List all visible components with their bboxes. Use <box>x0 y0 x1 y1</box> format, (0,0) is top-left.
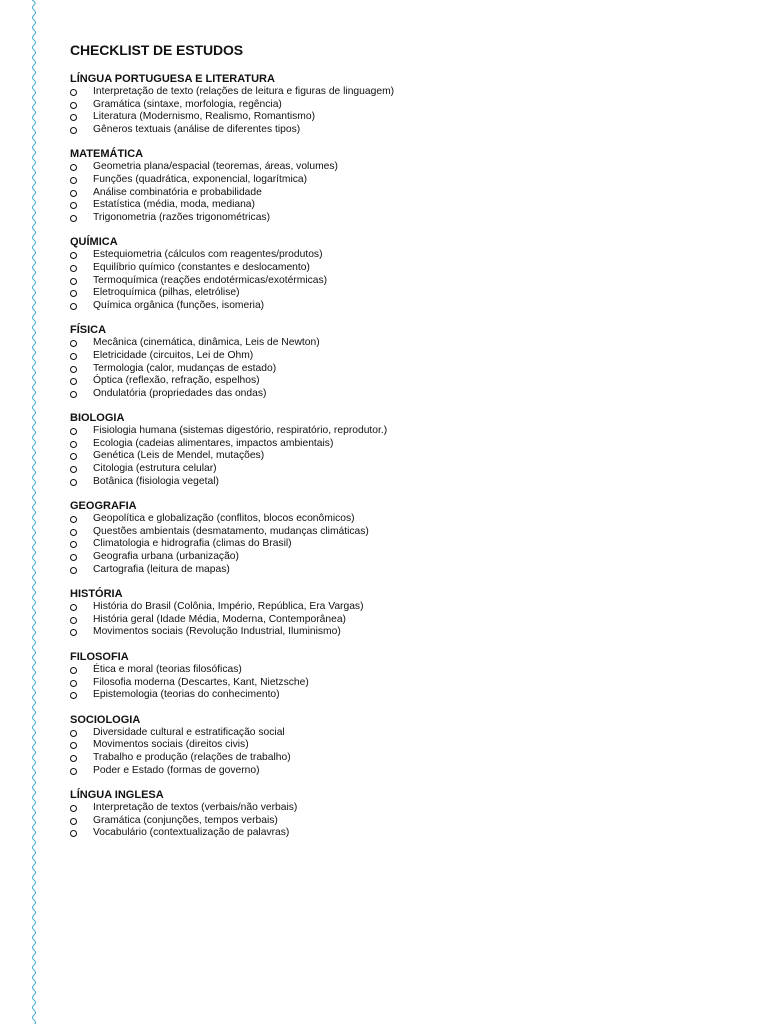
checklist-item-text: Análise combinatória e probabilidade <box>93 186 262 198</box>
circle-bullet-icon <box>70 366 77 373</box>
checklist-item-text: Óptica (reflexão, refração, espelhos) <box>93 375 260 387</box>
checklist-item <box>70 287 750 300</box>
checklist-item-text: Funções (quadrática, exponencial, logarítmica) <box>93 173 308 185</box>
circle-bullet-icon <box>70 428 77 435</box>
circle-bullet-icon <box>70 516 77 523</box>
checklist-item-text: Filosofia moderna (Descartes, Kant, Nietzsche) <box>93 676 309 688</box>
circle-bullet-icon <box>70 742 77 749</box>
circle-bullet-icon <box>70 290 77 297</box>
checklist-item <box>70 86 750 99</box>
circle-bullet-icon <box>70 190 77 197</box>
checklist-item <box>70 99 750 112</box>
section-heading: QUÍMICA <box>70 236 118 249</box>
checklist-item-text: Diversidade cultural e estratificação social <box>93 726 285 738</box>
checklist-items <box>70 664 750 702</box>
checklist-item-text: Epistemologia (teorias do conhecimento) <box>93 689 280 701</box>
checklist-items <box>70 727 750 777</box>
checklist-item <box>70 249 750 262</box>
circle-bullet-icon <box>70 340 77 347</box>
section-heading: SOCIOLOGIA <box>70 713 141 726</box>
checklist-item <box>70 739 750 752</box>
checklist-item <box>70 626 750 639</box>
checklist-item-text: Gêneros textuais (análise de diferentes tipos) <box>93 123 301 135</box>
checklist-item-text: Fisiologia humana (sistemas digestório, respiratório, reprodutor.) <box>93 425 388 437</box>
circle-bullet-icon <box>70 278 77 285</box>
checklist-item-text: Gramática (conjunções, tempos verbais) <box>93 814 278 826</box>
circle-bullet-icon <box>70 202 77 209</box>
circle-bullet-icon <box>70 265 77 272</box>
sections-container <box>70 73 750 840</box>
circle-bullet-icon <box>70 252 77 259</box>
checklist-item-text: Mecânica (cinemática, dinâmica, Leis de Newton) <box>93 337 320 349</box>
section <box>70 148 750 224</box>
checklist-item-text: Ondulatória (propriedades das ondas) <box>93 387 267 399</box>
checklist-item <box>70 802 750 815</box>
checklist-item <box>70 363 750 376</box>
circle-bullet-icon <box>70 629 77 636</box>
circle-bullet-icon <box>70 755 77 762</box>
checklist-item-text: Interpretação de texto (relações de leitura e figuras de linguagem) <box>93 86 395 97</box>
circle-bullet-icon <box>70 604 77 611</box>
circle-bullet-icon <box>70 164 77 171</box>
checklist-items <box>70 802 750 840</box>
circle-bullet-icon <box>70 391 77 398</box>
checklist-items <box>70 513 750 576</box>
checklist-item <box>70 300 750 313</box>
circle-bullet-icon <box>70 830 77 837</box>
circle-bullet-icon <box>70 554 77 561</box>
checklist-item-text: Literatura (Modernismo, Realismo, Romantismo) <box>93 111 316 123</box>
checklist-item-text: Vocabulário (contextualização de palavras) <box>93 827 290 839</box>
checklist-item <box>70 815 750 828</box>
checklist-item <box>70 538 750 551</box>
section-heading: LÍNGUA PORTUGUESA E LITERATURA <box>70 73 275 85</box>
checklist-item-text: Climatologia e hidrografia (climas do Brasil) <box>93 538 292 550</box>
checklist-item-text: Poder e Estado (formas de governo) <box>93 764 260 776</box>
checklist-item <box>70 161 750 174</box>
checklist-item <box>70 375 750 388</box>
checklist-item <box>70 450 750 463</box>
checklist-item-text: Química orgânica (funções, isomeria) <box>93 299 265 311</box>
checklist-item-text: Geografia urbana (urbanização) <box>93 551 239 563</box>
checklist-item <box>70 513 750 526</box>
circle-bullet-icon <box>70 127 77 134</box>
section <box>70 236 750 312</box>
circle-bullet-icon <box>70 529 77 536</box>
checklist-item-text: Genética (Leis de Mendel, mutações) <box>93 450 265 462</box>
checklist-item <box>70 526 750 539</box>
section-heading: FÍSICA <box>70 324 107 337</box>
circle-bullet-icon <box>70 818 77 825</box>
circle-bullet-icon <box>70 453 77 460</box>
checklist-item-text: Trigonometria (razões trigonométricas) <box>93 211 271 223</box>
checklist-item <box>70 124 750 137</box>
circle-bullet-icon <box>70 667 77 674</box>
checklist-item-text: Ética e moral (teorias filosóficas) <box>93 664 242 675</box>
circle-bullet-icon <box>70 102 77 109</box>
checklist-item-text: Cartografia (leitura de mapas) <box>93 563 230 575</box>
checklist-items <box>70 161 750 224</box>
section <box>70 324 750 400</box>
section <box>70 500 750 576</box>
checklist-item <box>70 564 750 577</box>
section-heading: BIOLOGIA <box>70 412 125 425</box>
checklist-item-text: Estatística (média, moda, mediana) <box>93 199 255 211</box>
checklist-item <box>70 752 750 765</box>
checklist-item <box>70 463 750 476</box>
checklist-item <box>70 827 750 840</box>
checklist-item-text: História do Brasil (Colônia, Império, República, Era Vargas) <box>93 601 364 613</box>
checklist-item-text: Ecologia (cadeias alimentares, impactos ambientais) <box>93 437 334 449</box>
section <box>70 789 750 840</box>
checklist-item <box>70 664 750 677</box>
circle-bullet-icon <box>70 567 77 574</box>
section <box>70 412 750 488</box>
circle-bullet-icon <box>70 378 77 385</box>
page-title: CHECKLIST DE ESTUDOS <box>70 42 244 58</box>
section <box>70 73 750 136</box>
circle-bullet-icon <box>70 805 77 812</box>
checklist-item <box>70 187 750 200</box>
section-heading: LÍNGUA INGLESA <box>70 789 164 802</box>
circle-bullet-icon <box>70 541 77 548</box>
checklist-item-text: Movimentos sociais (direitos civis) <box>93 739 249 751</box>
checklist-item-text: Eletroquímica (pilhas, eletrólise) <box>93 287 240 299</box>
section <box>70 714 750 777</box>
circle-bullet-icon <box>70 466 77 473</box>
circle-bullet-icon <box>70 89 77 96</box>
section-heading: MATEMÁTICA <box>70 148 144 161</box>
circle-bullet-icon <box>70 730 77 737</box>
checklist-item-text: Citologia (estrutura celular) <box>93 463 217 475</box>
section-heading: FILOSOFIA <box>70 651 129 663</box>
checklist-item <box>70 765 750 778</box>
checklist-item-text: Geopolítica e globalização (conflitos, blocos econômicos) <box>93 513 355 525</box>
circle-bullet-icon <box>70 441 77 448</box>
checklist-item-text: Gramática (sintaxe, morfologia, regência) <box>93 98 282 110</box>
checklist-item <box>70 275 750 288</box>
checklist-item <box>70 388 750 401</box>
checklist-item <box>70 350 750 363</box>
circle-bullet-icon <box>70 353 77 360</box>
checklist-item-text: Movimentos sociais (Revolução Industrial, Iluminismo) <box>93 626 341 638</box>
checklist-item <box>70 111 750 124</box>
section <box>70 651 750 702</box>
checklist-item-text: História geral (Idade Média, Moderna, Contemporânea) <box>93 613 346 625</box>
checklist-item <box>70 438 750 451</box>
checklist-item <box>70 476 750 489</box>
checklist-item <box>70 551 750 564</box>
checklist-item <box>70 727 750 740</box>
circle-bullet-icon <box>70 768 77 775</box>
checklist-item-text: Estequiometria (cálculos com reagentes/produtos) <box>93 249 323 261</box>
checklist-item <box>70 614 750 627</box>
checklist-item <box>70 262 750 275</box>
section <box>70 588 750 639</box>
checklist-item-text: Termoquímica (reações endotérmicas/exotérmicas) <box>93 274 328 286</box>
checklist-item <box>70 425 750 438</box>
checklist-item-text: Trabalho e produção (relações de trabalho) <box>93 751 291 763</box>
circle-bullet-icon <box>70 303 77 310</box>
circle-bullet-icon <box>70 215 77 222</box>
checklist-item <box>70 174 750 187</box>
checklist-item-text: Interpretação de textos (verbais/não verbais) <box>93 802 298 814</box>
checklist-item <box>70 212 750 225</box>
checklist-items <box>70 425 750 488</box>
checklist-item-text: Termologia (calor, mudanças de estado) <box>93 362 277 374</box>
checklist-items <box>70 337 750 400</box>
section-heading: GEOGRAFIA <box>70 500 137 513</box>
checklist-item <box>70 601 750 614</box>
checklist-item-text: Geometria plana/espacial (teoremas, áreas, volumes) <box>93 161 338 173</box>
circle-bullet-icon <box>70 177 77 184</box>
checklist-item <box>70 337 750 350</box>
circle-bullet-icon <box>70 617 77 624</box>
circle-bullet-icon <box>70 479 77 486</box>
checklist-item-text: Botânica (fisiologia vegetal) <box>93 475 219 487</box>
checklist-items <box>70 249 750 312</box>
circle-bullet-icon <box>70 692 77 699</box>
checklist-item <box>70 689 750 702</box>
section-heading: HISTÓRIA <box>70 588 123 601</box>
checklist-items <box>70 601 750 639</box>
decorative-wave-border <box>28 0 40 1024</box>
circle-bullet-icon <box>70 114 77 121</box>
checklist-item-text: Eletricidade (circuitos, Lei de Ohm) <box>93 349 254 361</box>
checklist-item <box>70 677 750 690</box>
checklist-items <box>70 86 750 136</box>
circle-bullet-icon <box>70 680 77 687</box>
checklist-item-text: Questões ambientais (desmatamento, mudanças climáticas) <box>93 525 369 537</box>
checklist-item <box>70 199 750 212</box>
checklist-item-text: Equilíbrio químico (constantes e deslocamento) <box>93 261 310 273</box>
checklist-document <box>70 42 750 852</box>
